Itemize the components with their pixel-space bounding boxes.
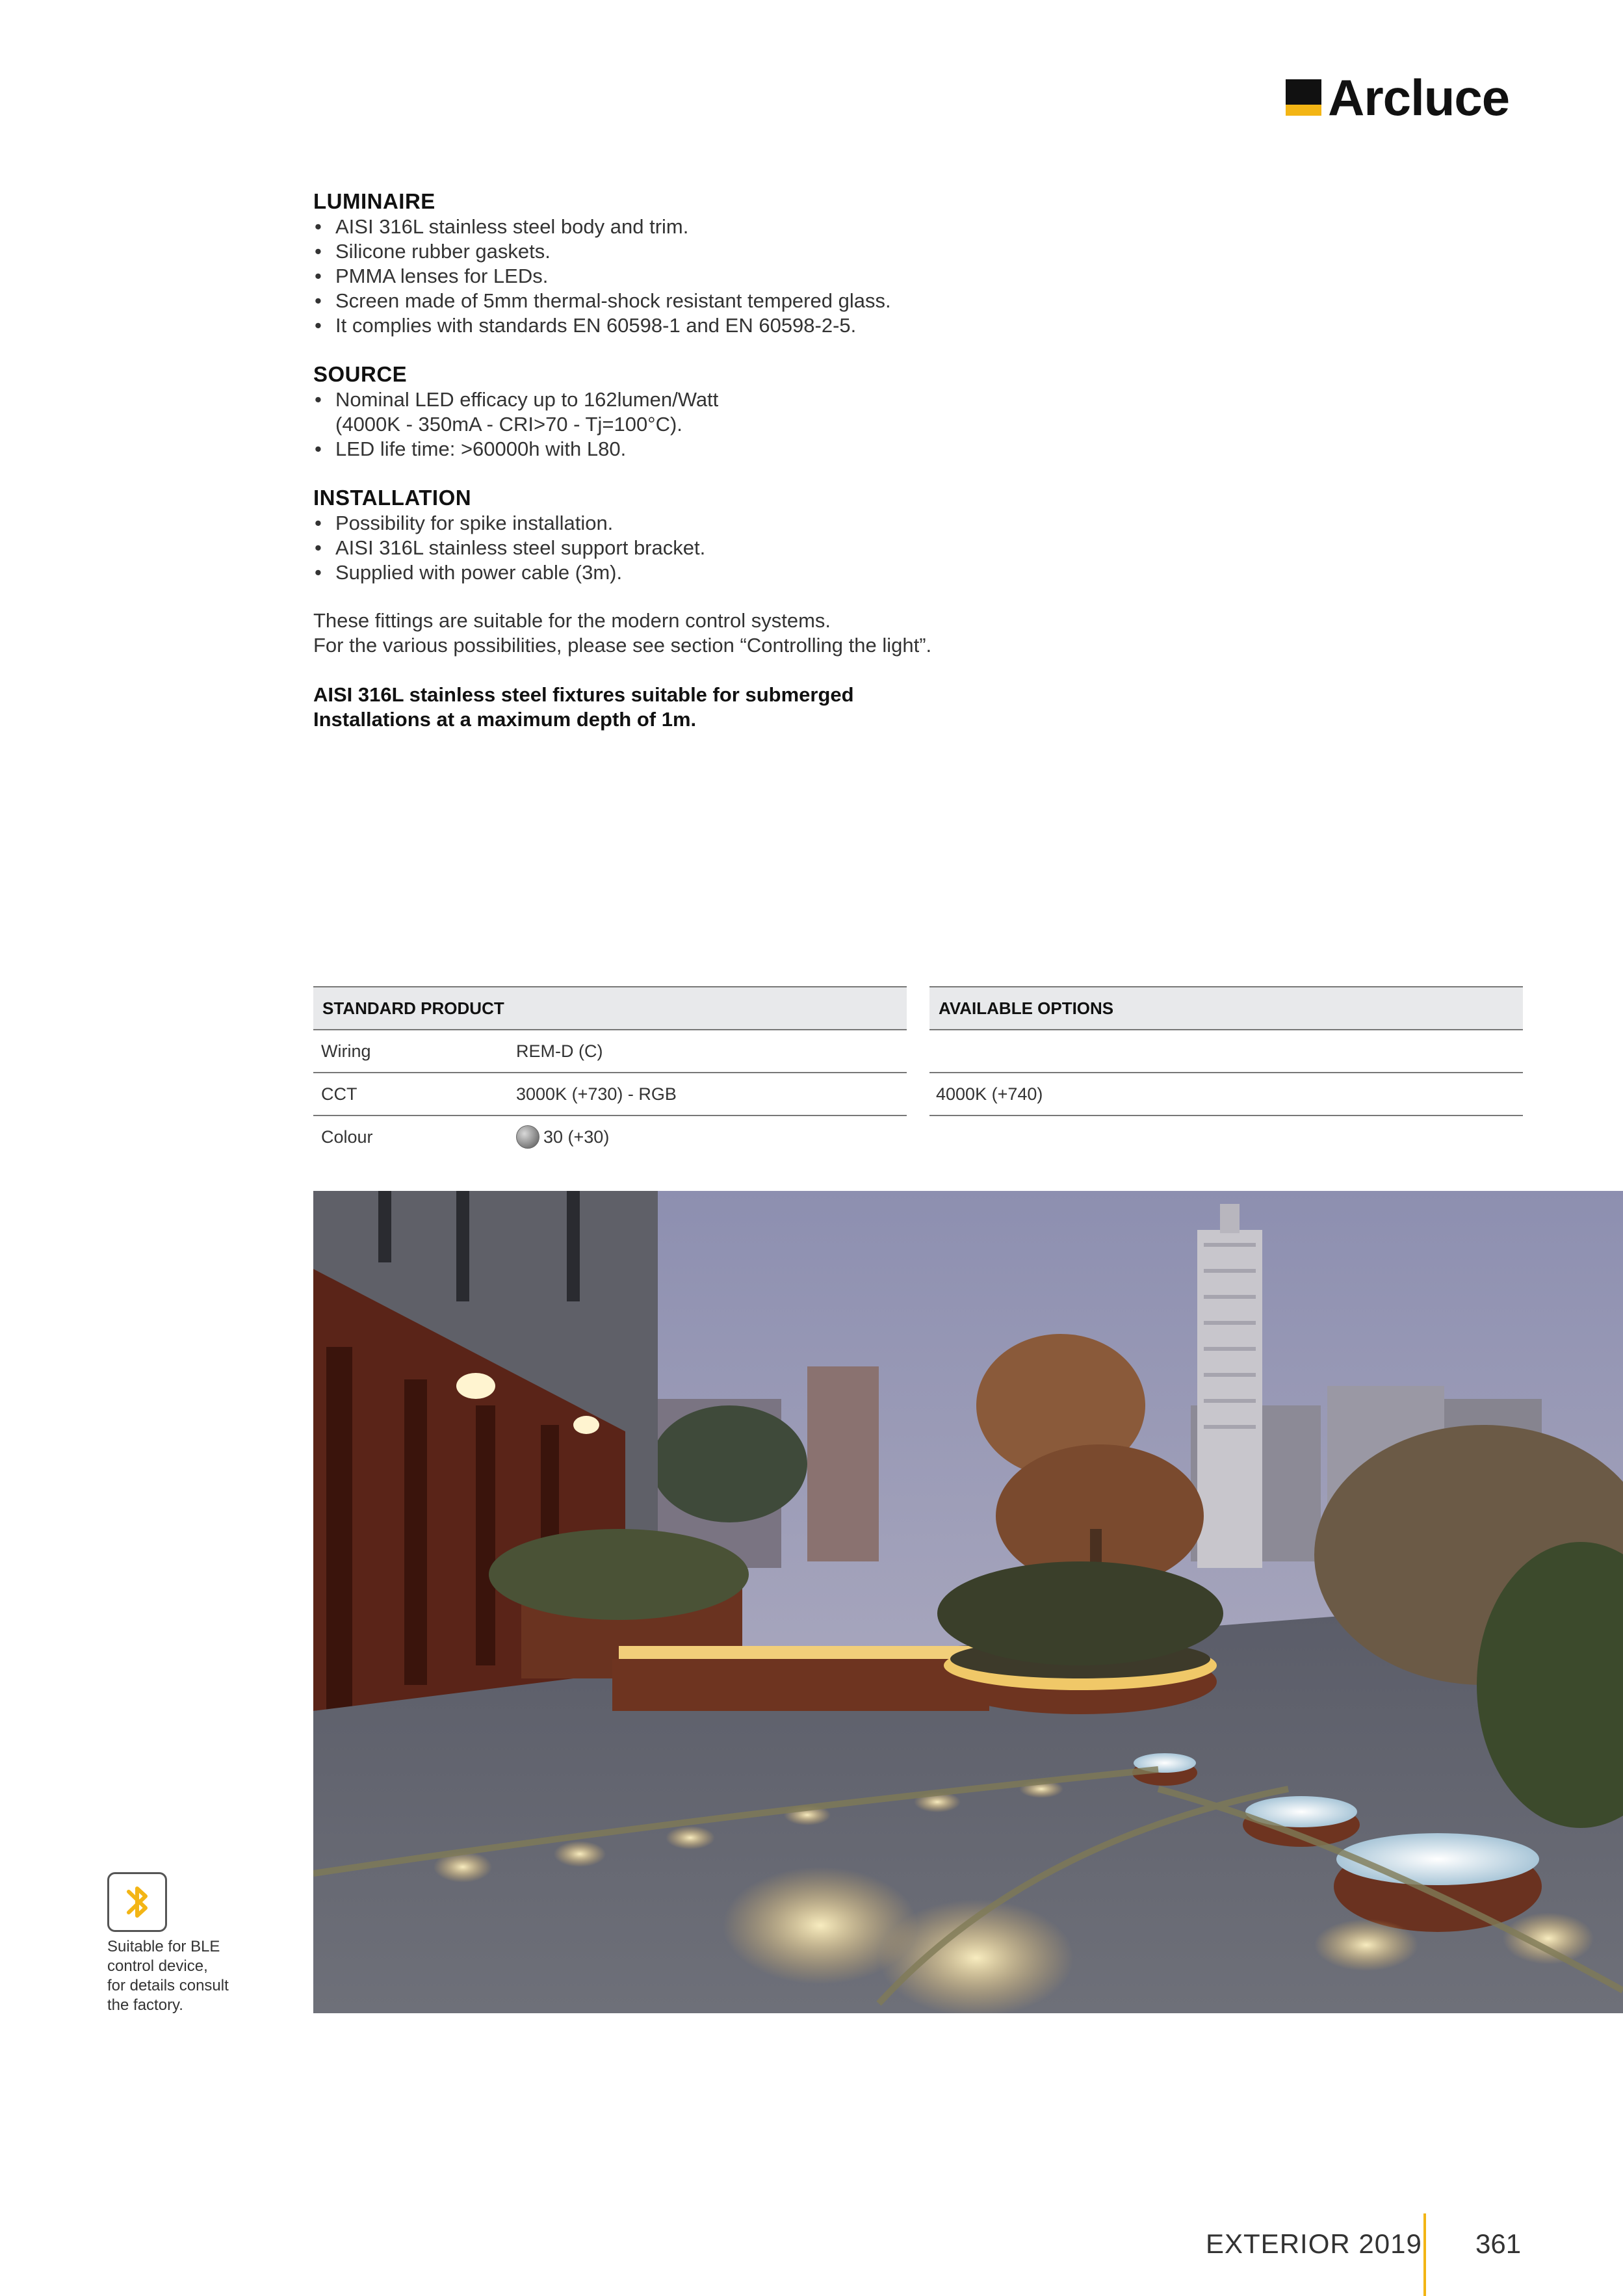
brand-name: Arcluce [1328, 69, 1510, 126]
available-options-table [929, 986, 1523, 1116]
luminaire-section [313, 189, 963, 338]
source-efficacy: Nominal LED efficacy up to 162lumen/Watt [335, 388, 719, 411]
available-options-header: AVAILABLE OPTIONS [929, 986, 1523, 1030]
rooftop-garden-photo [313, 1191, 1623, 2013]
list-item: • PMMA lenses for LEDs. [313, 264, 963, 289]
colour-swatch-icon [516, 1125, 539, 1149]
list-item: • Supplied with power cable (3m). [313, 560, 963, 585]
luminaire-list [313, 215, 963, 338]
wiring-value: REM-D (C) [516, 1041, 603, 1061]
table-row [929, 1073, 1523, 1116]
luminaire-heading: LUMINAIRE [313, 189, 435, 213]
cct-label: CCT [321, 1084, 357, 1104]
submerged-note [313, 683, 963, 732]
list-item: • Silicone rubber gaskets. [313, 239, 963, 264]
submerged-note-line1: AISI 316L stainless steel fixtures suitable for submerged [313, 683, 854, 706]
table-row [929, 1030, 1523, 1073]
catalog-section-label: EXTERIOR 2019 [1206, 2228, 1422, 2259]
source-list [313, 387, 963, 462]
ble-note-line2: control device, [107, 1957, 208, 1975]
footer-divider [1423, 2213, 1426, 2296]
colour-value [510, 1125, 609, 1149]
standard-product-table [313, 986, 907, 1158]
list-item: • Possibility for spike installation. [313, 511, 963, 536]
source-efficacy-conditions: (4000K - 350mA - CRI>70 - Tj=100°C). [335, 413, 682, 436]
list-item: • Screen made of 5mm thermal-shock resistant tempered glass. [313, 289, 963, 313]
bluetooth-icon [109, 1874, 165, 1930]
list-item: • AISI 316L stainless steel body and trim. [313, 215, 963, 239]
list-item: • LED life time: >60000h with L80. [313, 437, 963, 462]
colour-label: Colour [321, 1127, 373, 1147]
installation-section [313, 485, 963, 585]
ble-note-line3: for details consult [107, 1977, 229, 1994]
source-heading: SOURCE [313, 362, 408, 386]
wiring-label: Wiring [321, 1041, 371, 1061]
ble-note-line1: Suitable for BLE [107, 1938, 220, 1955]
ble-note [107, 1937, 276, 2015]
ble-note-line4: the factory. [107, 1996, 183, 2014]
colour-code: 30 (+30) [543, 1127, 610, 1147]
installation-heading: INSTALLATION [313, 486, 472, 510]
source-section [313, 361, 963, 462]
installation-list [313, 511, 963, 585]
submerged-note-line2: Installations at a maximum depth of 1m. [313, 708, 697, 731]
photo-illustration [313, 1191, 1623, 2013]
control-note-line2: For the various possibilities, please see section “Controlling the light”. [313, 634, 932, 657]
table-row [313, 1073, 907, 1116]
ble-badge [107, 1872, 167, 1932]
brand-logo [1286, 68, 1509, 127]
list-item: • It complies with standards EN 60598-1 and EN 60598-2-5. [313, 313, 963, 338]
standard-product-header: STANDARD PRODUCT [313, 986, 907, 1030]
table-row [313, 1116, 907, 1158]
cct-value: 3000K (+730) - RGB [516, 1084, 677, 1104]
table-row [313, 1030, 907, 1073]
list-item: • AISI 316L stainless steel support bracket. [313, 536, 963, 560]
list-item [313, 387, 963, 437]
specifications [313, 189, 963, 732]
logo-mark [1286, 79, 1321, 116]
option-cct: 4000K (+740) [936, 1084, 1043, 1104]
control-note-line1: These fittings are suitable for the modern control systems. [313, 609, 831, 632]
page-number: 361 [1475, 2228, 1522, 2259]
